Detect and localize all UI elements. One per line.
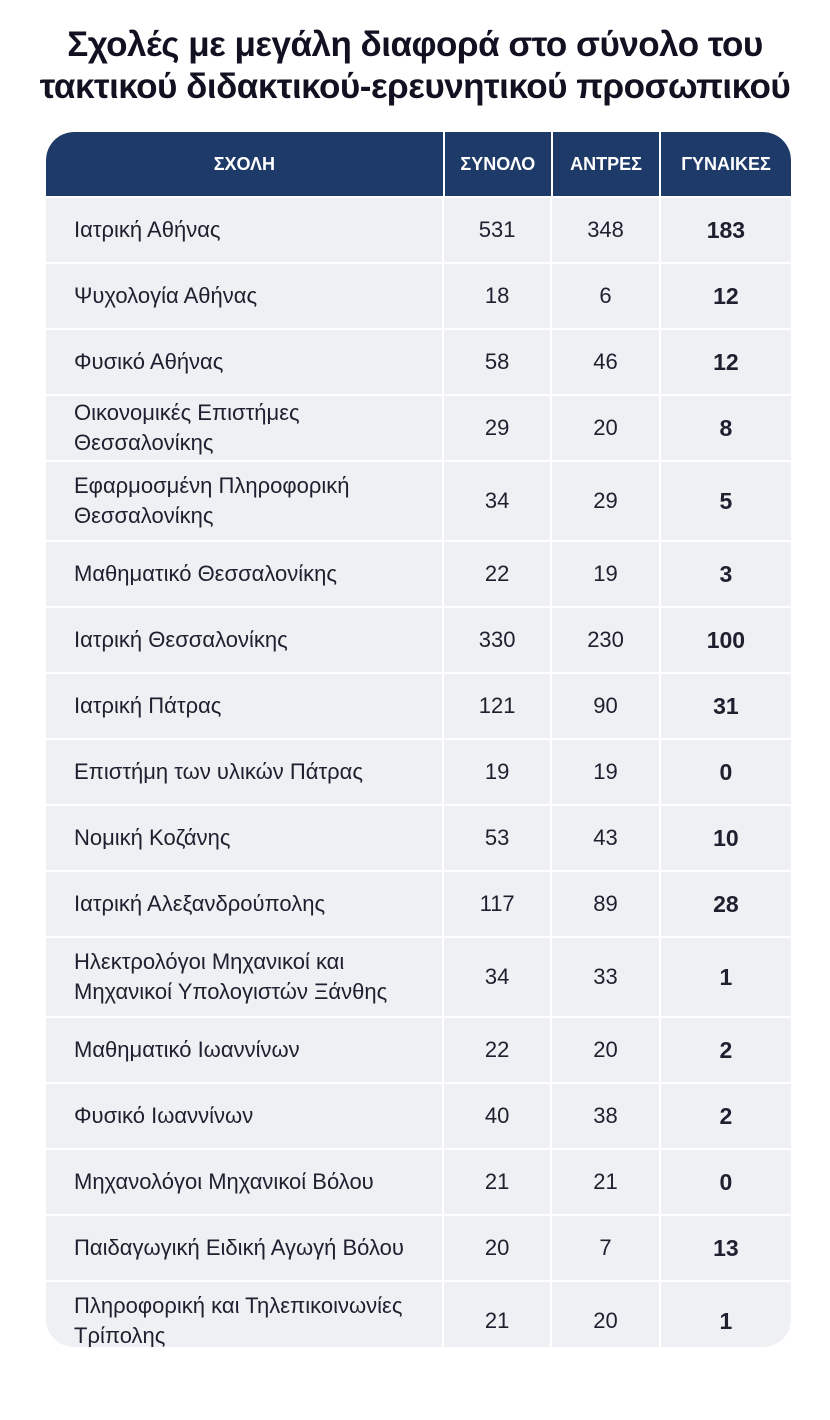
page-title — [0, 24, 830, 108]
cell-women: 1 — [719, 963, 733, 990]
title-line-2: τακτικού διδακτικού-ερευνητικού προσωπικού — [39, 67, 791, 106]
cell-men: 6 — [552, 264, 660, 328]
cell-school: Επιστήμη των υλικών Πάτρας — [46, 740, 444, 804]
cell-men: 46 — [552, 330, 660, 394]
cell-men: 90 — [552, 674, 660, 738]
table-row — [46, 540, 791, 606]
cell-men: 38 — [552, 1084, 660, 1148]
cell-total: 531 — [444, 198, 552, 262]
cell-men: 89 — [552, 872, 660, 936]
cell-men: 7 — [552, 1216, 660, 1280]
cell-total: 21 — [444, 1282, 552, 1347]
cell-total: 40 — [444, 1084, 552, 1148]
table-row — [46, 262, 791, 328]
cell-school: Μαθηματικό Θεσσαλονίκης — [46, 542, 444, 606]
table-row — [46, 1082, 791, 1148]
cell-total: 29 — [444, 396, 552, 460]
cell-men: 20 — [552, 1282, 660, 1347]
cell-school: Παιδαγωγική Ειδική Αγωγή Βόλου — [46, 1216, 444, 1280]
cell-school: Ιατρική Θεσσαλονίκης — [46, 608, 444, 672]
cell-school: Πληροφορική και Τηλεπικοινωνίες Τρίπολης — [46, 1282, 444, 1347]
cell-men: 29 — [552, 462, 660, 540]
cell-total: 20 — [444, 1216, 552, 1280]
cell-total: 330 — [444, 608, 552, 672]
cell-school: Εφαρμοσμένη Πληροφορική Θεσσαλονίκης — [46, 462, 444, 540]
cell-women: 0 — [719, 1168, 733, 1195]
cell-men: 20 — [552, 396, 660, 460]
table-row — [46, 394, 791, 460]
cell-school: Ιατρική Πάτρας — [46, 674, 444, 738]
header-women: ΓΥΝΑΙΚΕΣ — [681, 153, 771, 174]
cell-women: 12 — [713, 282, 739, 309]
header-school: ΣΧΟΛΗ — [46, 132, 445, 196]
cell-school: Φυσικό Αθήνας — [46, 330, 444, 394]
cell-women: 2 — [719, 1102, 733, 1129]
cell-total: 34 — [444, 938, 552, 1016]
table-row — [46, 870, 791, 936]
cell-women: 10 — [713, 824, 739, 851]
cell-women: 100 — [706, 626, 746, 653]
cell-men: 230 — [552, 608, 660, 672]
table-row — [46, 1214, 791, 1280]
cell-men: 19 — [552, 740, 660, 804]
table-row — [46, 196, 791, 262]
cell-total: 34 — [444, 462, 552, 540]
cell-school: Νομική Κοζάνης — [46, 806, 444, 870]
table-header — [46, 132, 791, 196]
table-row — [46, 804, 791, 870]
cell-men: 348 — [552, 198, 660, 262]
cell-total: 117 — [444, 872, 552, 936]
cell-men: 33 — [552, 938, 660, 1016]
cell-women: 13 — [713, 1234, 739, 1261]
cell-men: 21 — [552, 1150, 660, 1214]
table-row — [46, 460, 791, 540]
cell-women: 3 — [719, 560, 733, 587]
cell-women: 2 — [719, 1036, 733, 1063]
cell-total: 22 — [444, 1018, 552, 1082]
header-total: ΣΥΝΟΛΟ — [445, 132, 553, 196]
cell-total: 53 — [444, 806, 552, 870]
cell-school: Οικονομικές Επιστήμες Θεσσαλονίκης — [46, 396, 444, 460]
cell-school: Ηλεκτρολόγοι Μηχανικοί και Μηχανικοί Υπολογιστών Ξάνθης — [46, 938, 444, 1016]
table-body — [46, 196, 791, 1347]
cell-women: 5 — [719, 487, 733, 514]
cell-total: 21 — [444, 1150, 552, 1214]
cell-total: 19 — [444, 740, 552, 804]
table-row — [46, 1016, 791, 1082]
cell-total: 121 — [444, 674, 552, 738]
cell-women: 12 — [713, 348, 739, 375]
title-line-1: Σχολές με μεγάλη διαφορά στο σύνολο του — [67, 25, 763, 64]
cell-school: Μηχανολόγοι Μηχανικοί Βόλου — [46, 1150, 444, 1214]
cell-school: Ιατρική Αλεξανδρούπολης — [46, 872, 444, 936]
cell-men: 19 — [552, 542, 660, 606]
cell-men: 20 — [552, 1018, 660, 1082]
table-row — [46, 672, 791, 738]
cell-school: Φυσικό Ιωαννίνων — [46, 1084, 444, 1148]
table-row — [46, 738, 791, 804]
cell-school: Μαθηματικό Ιωαννίνων — [46, 1018, 444, 1082]
table-row — [46, 328, 791, 394]
cell-school: Ιατρική Αθήνας — [46, 198, 444, 262]
cell-men: 43 — [552, 806, 660, 870]
cell-total: 58 — [444, 330, 552, 394]
cell-women: 8 — [719, 414, 733, 441]
cell-women: 28 — [713, 890, 739, 917]
cell-women: 0 — [719, 758, 733, 785]
cell-women: 183 — [706, 216, 746, 243]
cell-total: 18 — [444, 264, 552, 328]
table-row — [46, 606, 791, 672]
data-table — [46, 132, 791, 1347]
table-row — [46, 936, 791, 1016]
cell-women: 31 — [713, 692, 739, 719]
header-men: ΑΝΤΡΕΣ — [553, 132, 661, 196]
cell-total: 22 — [444, 542, 552, 606]
cell-women: 1 — [719, 1307, 733, 1334]
cell-school: Ψυχολογία Αθήνας — [46, 264, 444, 328]
table-row — [46, 1148, 791, 1214]
table-row — [46, 1280, 791, 1347]
